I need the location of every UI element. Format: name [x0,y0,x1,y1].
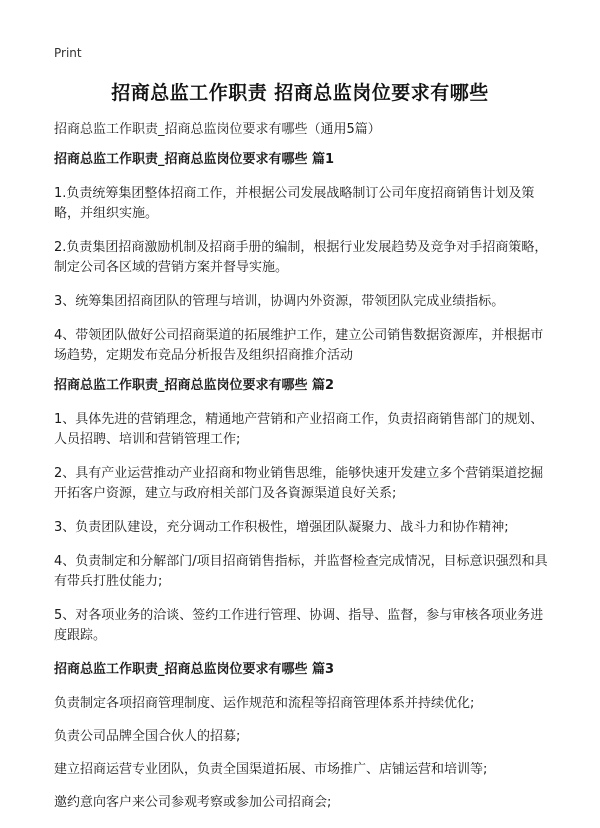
section-1-item: 4、带领团队做好公司招商渠道的拓展维护工作，建立公司销售数据资源库，并根据市场趋势，定期发布竞品分析报告及组织招商推介活动 [54,328,544,363]
section-2-item: 1、具体先进的营销理念，精通地产营销和产业招商工作，负责招商销售部门的规划、人员招聘、培训和营销管理工作; [54,412,544,447]
section-heading-2: 招商总监工作职责_招商总监岗位要求有哪些 篇2 [54,378,335,393]
document-subtitle: 招商总监工作职责_招商总监岗位要求有哪些（通用5篇） [54,122,381,137]
page-title: 招商总监工作职责 招商总监岗位要求有哪些 [111,82,489,104]
section-2-item: 4、负责制定和分解部门/项目招商销售指标，并监督检查完成情况，目标意识强烈和具有带兵打胜仗能力; [54,554,548,589]
print-label: Print [54,46,82,60]
section-heading-3: 招商总监工作职责_招商总监岗位要求有哪些 篇3 [54,662,335,677]
section-3-item: 负责公司品牌全国合伙人的招募; [54,729,241,744]
section-2-item: 5、对各项业务的洽谈、签约工作进行管理、协调、指导、监督，参与审核各项业务进度跟踪。 [54,608,544,643]
section-2-item: 3、负责团队建设，充分调动工作积极性，增强团队凝聚力、战斗力和协作精神; [54,520,509,535]
section-3-item: 邀约意向客户来公司参观考察或参加公司招商会; [54,795,332,810]
section-3-item: 建立招商运营专业团队，负责全国渠道拓展、市场推广、店铺运营和培训等; [54,762,488,777]
section-heading-1: 招商总监工作职责_招商总监岗位要求有哪些 篇1 [54,152,335,167]
section-1-item: 3、统筹集团招商团队的管理与培训，协调内外资源，带领团队完成业绩指标。 [54,294,505,309]
section-2-item: 2、具有产业运营推动产业招商和物业销售思维，能够快速开发建立多个营销渠道挖掘开拓客户资源，建立与政府相关部门及各資源渠道良好关系; [54,466,544,501]
section-1-item: 1.负责统筹集团整体招商工作，并根据公司发展战略制订公司年度招商销售计划及策略，并组织实施。 [54,186,535,221]
section-3-item: 负责制定各项招商管理制度、运作规范和流程等招商管理体系并持续优化; [54,696,475,711]
document-body [54,120,552,826]
section-1-item: 2.负责集团招商激励机制及招商手册的编制，根据行业发展趋势及竞争对手招商策略，制定公司各区域的营销方案并督导实施。 [54,240,548,275]
